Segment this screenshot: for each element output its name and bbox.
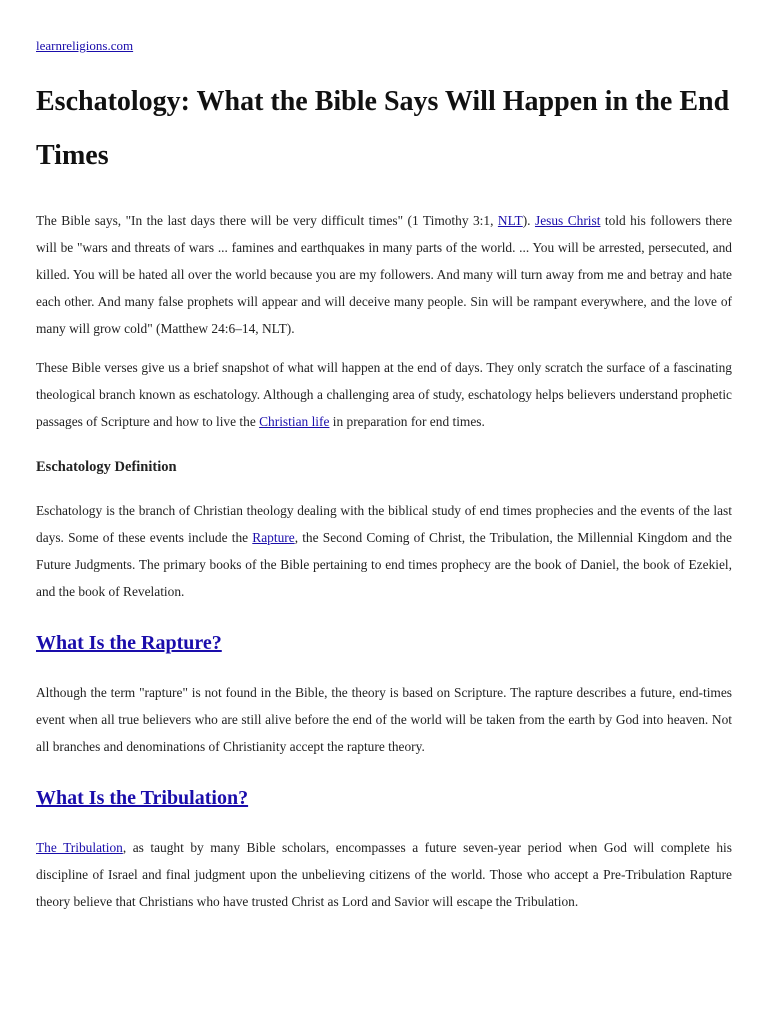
jesus-christ-link[interactable]: Jesus Christ bbox=[534, 213, 601, 228]
paragraph-text: These Bible verses give us a brief snapshot of what will happen at the end of days. They only scratch the surface of a fascinating theological branch known as eschatology. Although a challenging area of study, eschatology helps believers understand prophetic passages of Scripture and how to live the bbox=[36, 360, 732, 429]
tribulation-heading bbox=[36, 784, 732, 812]
christian-life-link[interactable]: Christian life bbox=[259, 414, 330, 429]
definition-heading: Eschatology Definition bbox=[36, 459, 177, 475]
snapshot-paragraph bbox=[36, 354, 732, 435]
paragraph-text: Eschatology is the branch of Christian theology dealing with the biblical study of end times prophecies and the events of the last days. Some of these events include the bbox=[36, 503, 732, 545]
rapture-heading-link[interactable]: What Is the Rapture? bbox=[36, 632, 222, 654]
rapture-paragraph: Although the term "rapture" is not found in the Bible, the theory is based on Scripture. The rapture describes a future, end-times event when all true believers who are still alive before the end of the world will be taken from the earth by God into heaven. Not all branches and denominations of Christianity accept the rapture theory. bbox=[36, 685, 732, 754]
page-title: Eschatology: What the Bible Says Will Happen in the End Times bbox=[36, 86, 730, 171]
intro-paragraph bbox=[36, 207, 732, 342]
rapture-heading bbox=[36, 629, 732, 657]
paragraph-text: , as taught by many Bible scholars, encompasses a future seven-year period when God will complete his discipline of Israel and final judgment upon the unbelieving citizens of the world. Those who accept a Pre-Tribulation Rapture theory believe that Christians who have trusted Christ as Lord and Savior will escape the Tribulation. bbox=[36, 840, 732, 909]
source-link[interactable]: learnreligions.com bbox=[36, 38, 134, 53]
rapture-link[interactable]: Rapture bbox=[252, 530, 295, 545]
paragraph-text: The Bible says, "In the last days there will be very difficult times" (1 Timothy 3:1, bbox=[36, 213, 498, 228]
nlt-link[interactable]: NLT bbox=[497, 213, 523, 228]
definition-paragraph bbox=[36, 497, 732, 605]
tribulation-heading-link[interactable]: What Is the Tribulation? bbox=[36, 787, 249, 809]
paragraph-text: told his followers there will be "wars and threats of wars ... famines and earthquakes in many parts of the world. ... You will be arrested, persecuted, and killed. You will be hated all over the world because you are my followers. And many will turn away from me and betray and hate each other. And many false prophets will appear and will deceive many people. Sin will be rampant everywhere, and the love of many will grow cold" (Matthew 24:6–14, NLT). bbox=[36, 213, 733, 336]
paragraph-text: in preparation for end times. bbox=[329, 414, 485, 429]
the-tribulation-link[interactable]: The Tribulation bbox=[36, 840, 123, 855]
tribulation-paragraph bbox=[36, 834, 732, 915]
paragraph-text: ). bbox=[522, 213, 535, 228]
paragraph-text: , the Second Coming of Christ, the Tribulation, the Millennial Kingdom and the Future Judgments. The primary books of the Bible pertaining to end times prophecy are the book of Daniel, the book of Ezekiel, and the book of Revelation. bbox=[36, 530, 733, 599]
